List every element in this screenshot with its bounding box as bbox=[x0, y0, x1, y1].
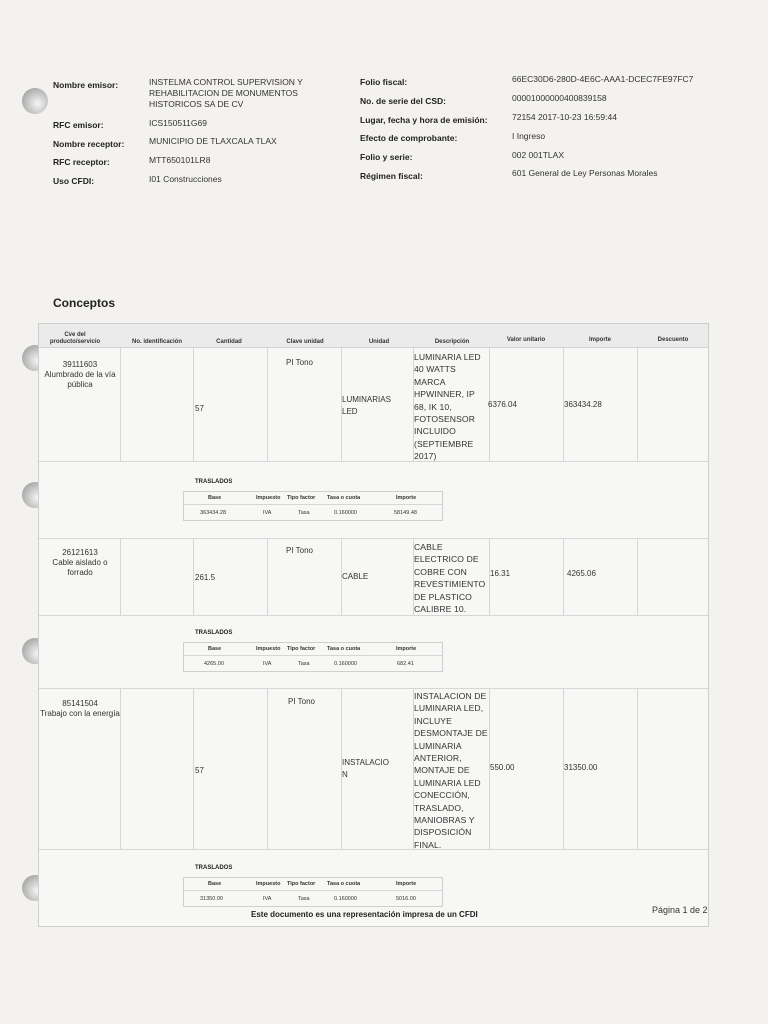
valor-unitario-value: 16.31 bbox=[490, 569, 511, 578]
unidad-value: CABLE bbox=[342, 572, 369, 581]
cell-importe bbox=[564, 689, 638, 849]
clave-unidad-value: PI Tono bbox=[286, 546, 313, 555]
tras-importe: 5016.00 bbox=[396, 896, 416, 902]
col-descuento: Descuento bbox=[657, 337, 689, 343]
descripcion-value: LUMINARIA LED 40 WATTS MARCA HPWINNER, IP 68, IK 10, FOTOSENSOR INCLUIDO (SEPTIEMBRE 2017) bbox=[414, 352, 481, 462]
cell-clave bbox=[39, 689, 121, 849]
tras-importe: 682.41 bbox=[397, 661, 414, 667]
tras-impuesto: IVA bbox=[263, 896, 272, 902]
cell-importe bbox=[564, 348, 638, 461]
regimen-label: Régimen fiscal: bbox=[360, 171, 423, 181]
table-row bbox=[39, 348, 708, 462]
table-header bbox=[39, 324, 708, 348]
serie-csd-label: No. de serie del CSD: bbox=[360, 96, 446, 106]
uso-cfdi-value: I01 Construcciones bbox=[149, 174, 222, 184]
col-identificacion: No. identificación bbox=[131, 339, 182, 345]
cell-valor-unitario bbox=[490, 348, 564, 461]
traslados-block bbox=[183, 630, 443, 676]
tras-col-tasa: Tasa o cuota bbox=[327, 495, 361, 501]
clave-unidad-value: PI Tono bbox=[286, 358, 313, 367]
col-cantidad: Cantidad bbox=[216, 339, 242, 345]
cell-descuento bbox=[638, 539, 708, 615]
cantidad-value: 261.5 bbox=[195, 573, 216, 582]
traslados-title: TRASLADOS bbox=[195, 479, 233, 485]
tras-col-tasa: Tasa o cuota bbox=[327, 881, 361, 887]
rfc-receptor-label: RFC receptor: bbox=[53, 157, 110, 167]
cell-unidad bbox=[342, 348, 414, 461]
cell-clave bbox=[39, 539, 121, 615]
cantidad-value: 57 bbox=[195, 766, 204, 775]
cell-descripcion bbox=[414, 348, 490, 461]
cell-cantidad bbox=[194, 539, 268, 615]
traslados-title: TRASLADOS bbox=[195, 865, 233, 871]
page-number: Página 1 de 2 bbox=[652, 905, 708, 915]
receptor-label: Nombre receptor: bbox=[53, 139, 125, 149]
clave-unidad-value: PI Tono bbox=[288, 697, 315, 706]
col-clave: Cve del producto/servicio bbox=[49, 332, 101, 345]
cell-clave-unidad bbox=[268, 689, 342, 849]
folio-fiscal-label: Folio fiscal: bbox=[360, 77, 408, 87]
cell-identificacion bbox=[121, 689, 194, 849]
tras-col-base: Base bbox=[208, 495, 222, 501]
col-importe: Importe bbox=[588, 337, 611, 343]
traslados-table bbox=[183, 642, 443, 672]
efecto-value: I Ingreso bbox=[512, 131, 546, 141]
receptor-value: MUNICIPIO DE TLAXCALA TLAX bbox=[149, 136, 277, 146]
traslados-table bbox=[183, 491, 443, 521]
tras-col-tipo: Tipo factor bbox=[287, 881, 316, 887]
descripcion-value: INSTALACION DE LUMINARIA LED, INCLUYE DESMONTAJE DE LUMINARIA ANTERIOR, MONTAJE DE LUMINARIA LED CONECCIÓN, TRASLADO, MANIOBRAS Y DISPOSICIÓN FINAL. bbox=[414, 691, 488, 850]
uso-cfdi-label: Uso CFDI: bbox=[53, 176, 95, 186]
tras-tasa: 0.160000 bbox=[334, 896, 357, 902]
cell-unidad bbox=[342, 539, 414, 615]
cell-descuento bbox=[638, 689, 708, 849]
valor-unitario-value: 550.00 bbox=[490, 763, 515, 772]
clave-code: 26121613 bbox=[62, 548, 98, 557]
footer-note: Este documento es una representación impresa de un CFDI bbox=[251, 910, 478, 919]
clave-code: 39111603 bbox=[62, 360, 98, 369]
cantidad-value: 57 bbox=[195, 404, 204, 413]
tras-base: 4265.00 bbox=[204, 661, 224, 667]
emisor-label: Nombre emisor: bbox=[53, 80, 119, 90]
cell-clave bbox=[39, 348, 121, 461]
tras-tipo: Tasa bbox=[298, 510, 310, 516]
descripcion-value: CABLE ELECTRICO DE COBRE CON REVESTIMIENTO DE PLASTICO CALIBRE 10. bbox=[414, 542, 486, 615]
tras-impuesto: IVA bbox=[263, 510, 272, 516]
tras-importe: 58149.48 bbox=[394, 510, 417, 516]
tras-tasa: 0.160000 bbox=[334, 661, 357, 667]
lugar-fecha-label: Lugar, fecha y hora de emisión: bbox=[360, 115, 488, 125]
regimen-value: 601 General de Ley Personas Morales bbox=[512, 168, 658, 178]
folio-serie-value: 002 001TLAX bbox=[512, 150, 564, 160]
rfc-emisor-value: ICS150511G69 bbox=[149, 118, 207, 128]
tras-tipo: Tasa bbox=[298, 661, 310, 667]
col-clave-unidad: Clave unidad bbox=[286, 339, 324, 345]
folio-fiscal-value: 66EC30D6-280D-4E6C-AAA1-DCEC7FE97FC7 bbox=[512, 74, 694, 84]
cell-importe bbox=[564, 539, 638, 615]
cell-descripcion bbox=[414, 539, 490, 615]
cell-identificacion bbox=[121, 348, 194, 461]
cell-valor-unitario bbox=[490, 539, 564, 615]
cell-cantidad bbox=[194, 689, 268, 849]
tras-col-importe: Importe bbox=[396, 495, 417, 501]
traslados-title: TRASLADOS bbox=[195, 630, 233, 636]
traslados-block bbox=[183, 865, 443, 911]
rfc-receptor-value: MTT650101LR8 bbox=[149, 155, 211, 165]
serie-csd-value: 00001000000400839158 bbox=[512, 93, 607, 103]
tras-col-impuesto: Impuesto bbox=[256, 495, 281, 501]
tras-col-impuesto: Impuesto bbox=[256, 881, 281, 887]
cell-unidad bbox=[342, 689, 414, 849]
cell-descripcion bbox=[414, 689, 490, 849]
concepts-table bbox=[38, 323, 709, 927]
traslados-table bbox=[183, 877, 443, 907]
tras-col-tasa: Tasa o cuota bbox=[327, 646, 361, 652]
cell-identificacion bbox=[121, 539, 194, 615]
valor-unitario-value: 6376.04 bbox=[488, 400, 517, 409]
folio-serie-label: Folio y serie: bbox=[360, 152, 413, 162]
tras-col-tipo: Tipo factor bbox=[287, 495, 316, 501]
cell-clave-unidad bbox=[268, 348, 342, 461]
lugar-fecha-value: 72154 2017-10-23 16:59:44 bbox=[512, 112, 617, 122]
cell-cantidad bbox=[194, 348, 268, 461]
col-valor-unitario: Valor unitario bbox=[506, 337, 546, 343]
importe-value: 31350.00 bbox=[564, 763, 598, 772]
tras-col-tipo: Tipo factor bbox=[287, 646, 316, 652]
tras-tasa: 0.160000 bbox=[334, 510, 357, 516]
tras-tipo: Tasa bbox=[298, 896, 310, 902]
clave-desc: Alumbrado de la vía pública bbox=[44, 370, 116, 389]
tras-col-base: Base bbox=[208, 646, 222, 652]
unidad-value: INSTALACION bbox=[342, 758, 389, 779]
clave-desc: Cable aislado o forrado bbox=[52, 558, 108, 577]
emisor-value: INSTELMA CONTROL SUPERVISION Y REHABILITACION DE MONUMENTOS HISTORICOS SA DE CV bbox=[149, 77, 303, 109]
cell-descuento bbox=[638, 348, 708, 461]
clave-code: 85141504 bbox=[62, 699, 98, 708]
col-descripcion: Descripción bbox=[434, 339, 470, 345]
tras-col-importe: Importe bbox=[396, 646, 417, 652]
section-title: Conceptos bbox=[53, 296, 116, 310]
table-row bbox=[39, 688, 708, 850]
importe-value: 4265.06 bbox=[567, 569, 596, 578]
tras-col-impuesto: Impuesto bbox=[256, 646, 281, 652]
cell-valor-unitario bbox=[490, 689, 564, 849]
tras-col-importe: Importe bbox=[396, 881, 417, 887]
unidad-value: LUMINARIAS LED bbox=[342, 395, 391, 416]
col-unidad: Unidad bbox=[368, 339, 390, 345]
tras-base: 363434.28 bbox=[200, 510, 226, 516]
tras-impuesto: IVA bbox=[263, 661, 272, 667]
efecto-label: Efecto de comprobante: bbox=[360, 133, 458, 143]
importe-value: 363434.28 bbox=[564, 400, 602, 409]
tras-col-base: Base bbox=[208, 881, 222, 887]
traslados-block bbox=[183, 479, 443, 525]
tras-base: 31350.00 bbox=[200, 896, 223, 902]
cell-clave-unidad bbox=[268, 539, 342, 615]
clave-desc: Trabajo con la energía bbox=[40, 709, 120, 718]
rfc-emisor-label: RFC emisor: bbox=[53, 120, 104, 130]
table-row bbox=[39, 538, 708, 616]
binder-hole bbox=[22, 88, 48, 114]
